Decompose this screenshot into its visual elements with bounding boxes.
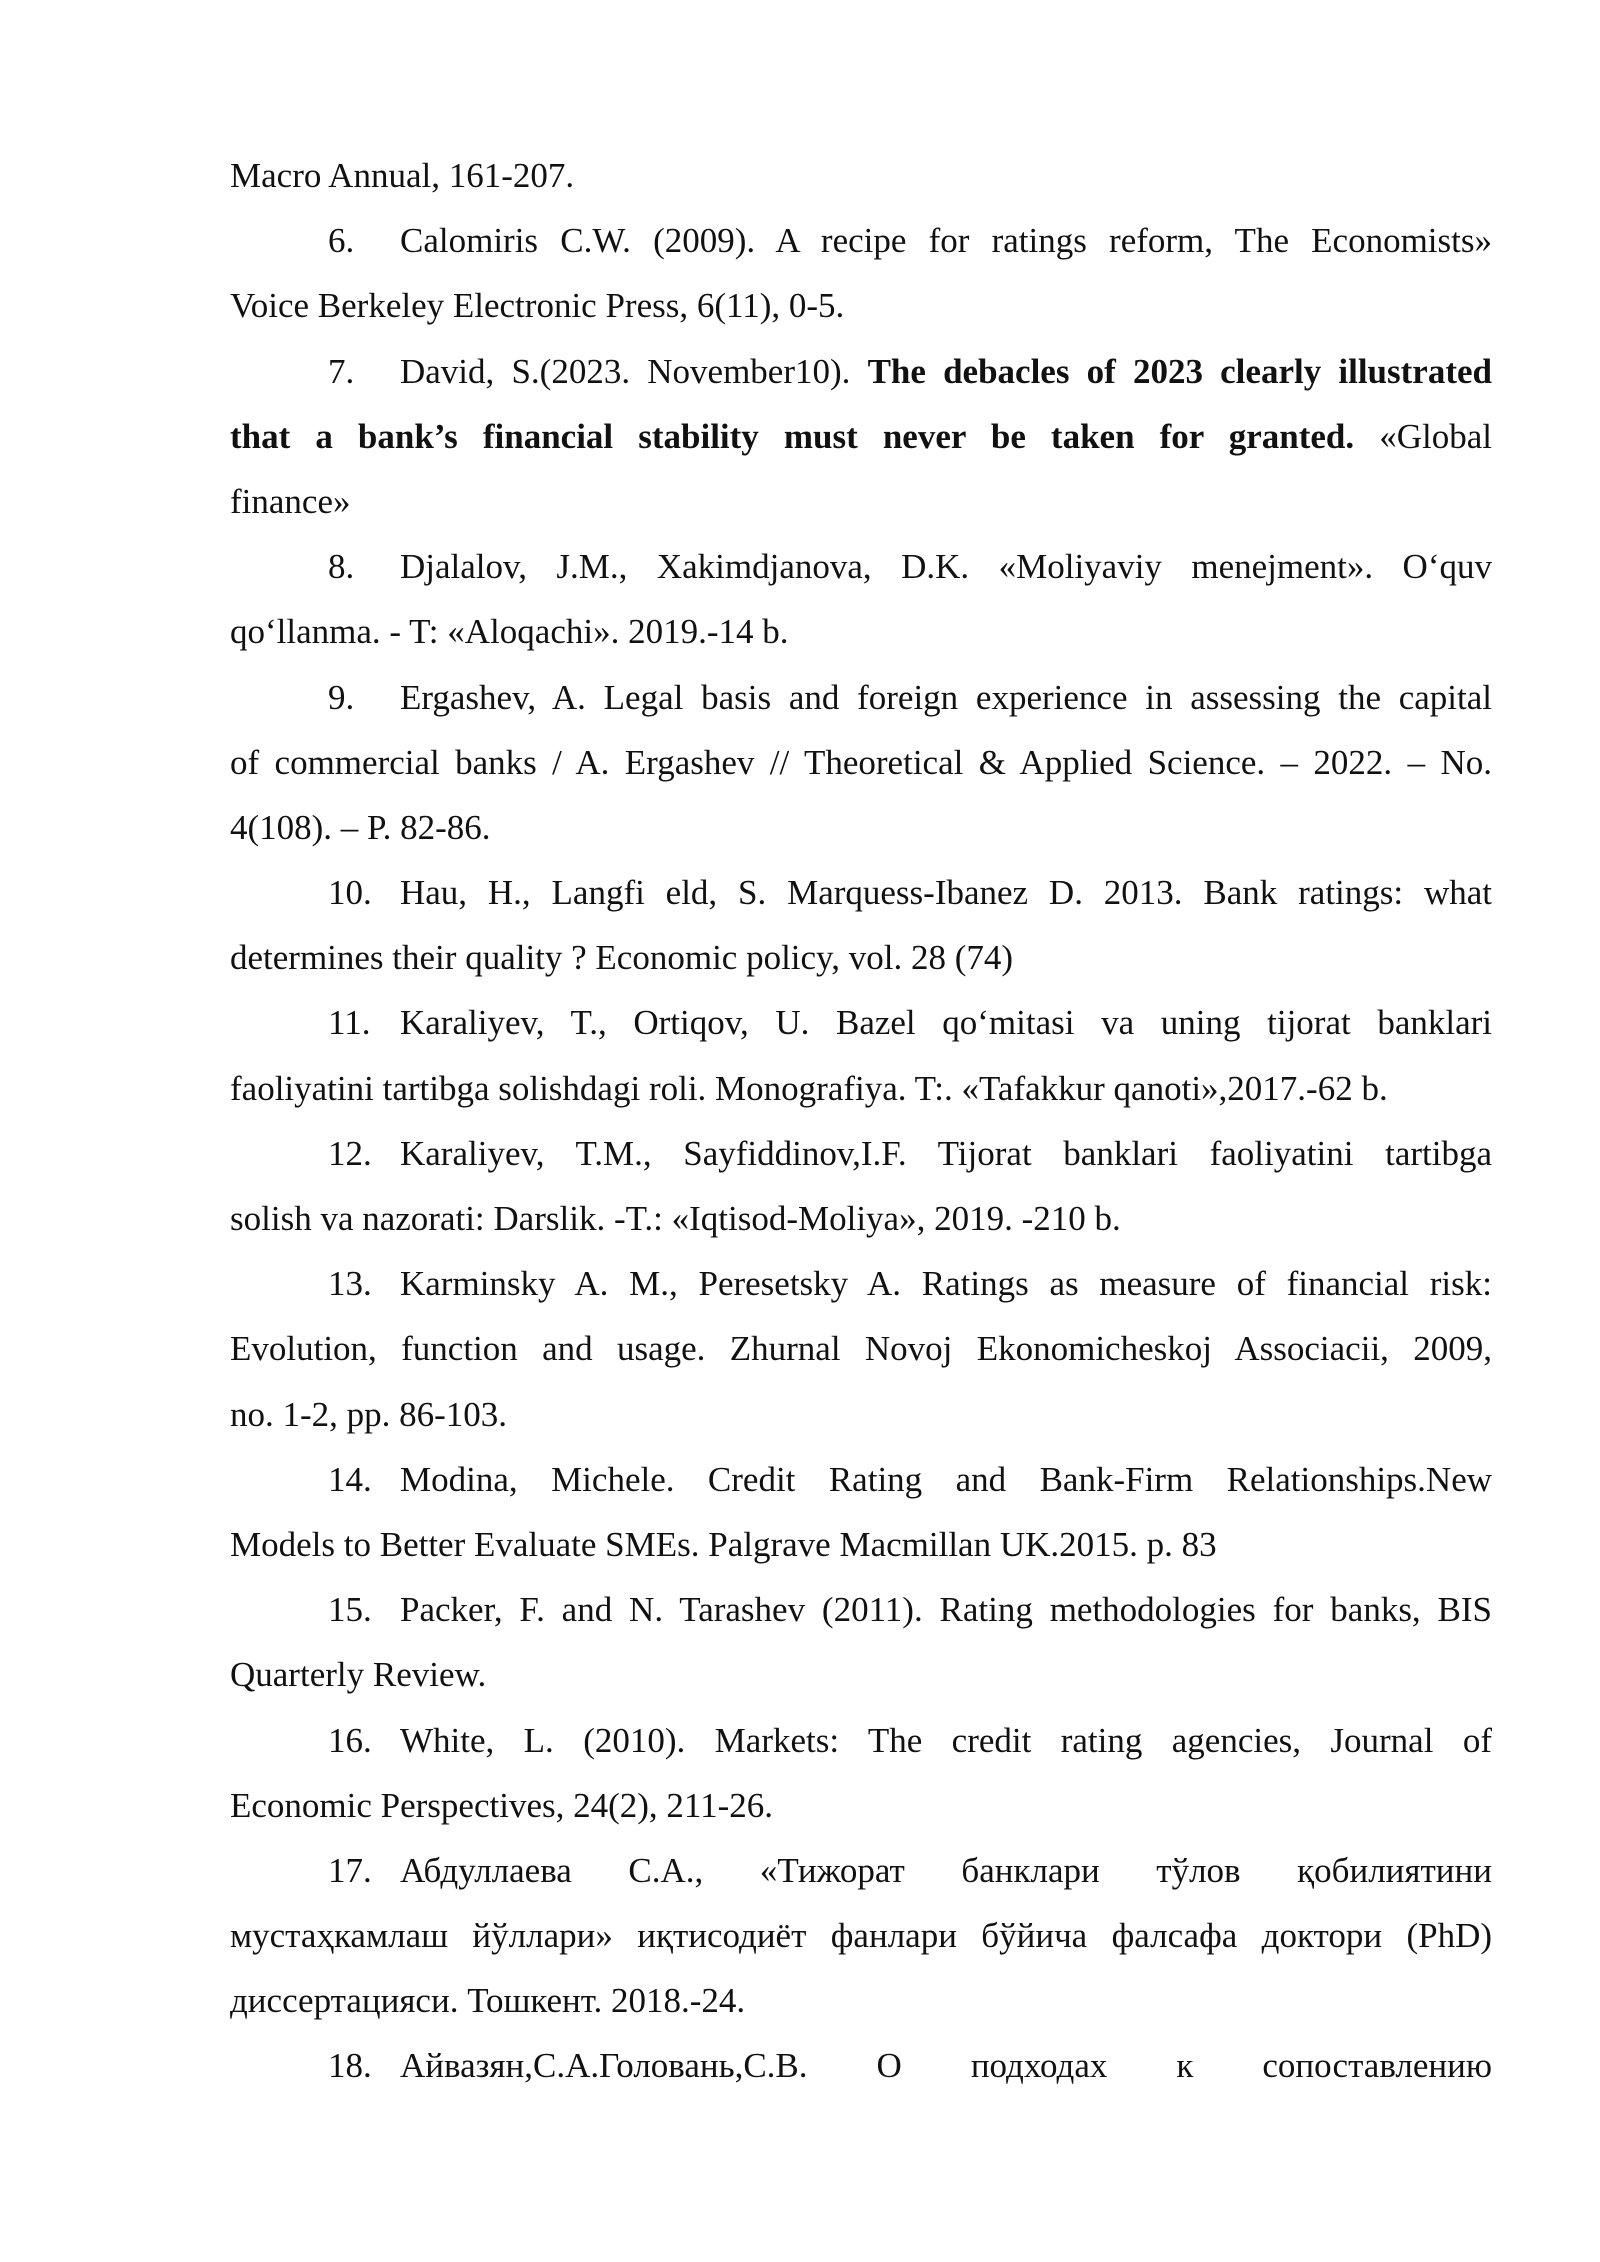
ref-15 — [230, 1577, 1492, 1707]
ref-text: finance» — [230, 481, 351, 521]
ref-text: David, S.(2023. November10). — [400, 351, 868, 391]
references-page — [230, 143, 1492, 2099]
ref-text: диссертацияси. Тошкент. 2018.-24. — [230, 1981, 746, 2021]
ref-9 — [230, 665, 1492, 861]
ref-17 — [230, 1838, 1492, 2034]
ref-16 — [230, 1708, 1492, 1838]
ref-number: 9. — [328, 677, 355, 717]
ref-text: qo‘llanma. - T: «Aloqachi». 2019.-14 b. — [230, 612, 789, 652]
ref-5-continuation: Macro Annual, 161-207. — [230, 156, 575, 195]
ref-bold-title: The debacles of 2023 clearly illustrated — [867, 351, 1492, 391]
ref-text: faoliyatini tartibga solishdagi roli. Monografiya. T:. «Tafakkur qanoti»,2017.-62 b. — [230, 1068, 1388, 1108]
ref-number: 15. — [328, 1590, 372, 1630]
ref-text: Modina, Michele. Credit Rating and Bank-Firm Relationships.New — [400, 1459, 1492, 1499]
ref-text: Djalalov, J.M., Xakimdjanova, D.K. «Moliyaviy menejment». O‘quv — [400, 547, 1492, 587]
ref-text: мустаҳкамлаш йўллари» иқтисодиёт фанлари бўйича фалсафа доктори (PhD) — [230, 1916, 1492, 1956]
ref-text: White, L. (2010). Markets: The credit rating agencies, Journal of — [400, 1720, 1492, 1760]
ref-text: Packer, F. and N. Tarashev (2011). Rating methodologies for banks, BIS — [400, 1590, 1492, 1630]
ref-text: Voice Berkeley Electronic Press, 6(11), 0-5. — [230, 286, 845, 326]
ref-text: Economic Perspectives, 24(2), 211-26. — [230, 1785, 774, 1825]
ref-number: 14. — [328, 1459, 372, 1499]
ref-number: 7. — [328, 351, 355, 391]
ref-10 — [230, 860, 1492, 990]
ref-number: 16. — [328, 1720, 372, 1760]
ref-text: Hau, H., Langfi eld, S. Marquess-Ibanez D. 2013. Bank ratings: what — [400, 873, 1492, 913]
ref-text: of commercial banks / A. Ergashev // Theoretical & Applied Science. – 2022. – No. — [230, 742, 1492, 782]
ref-11 — [230, 990, 1492, 1120]
ref-text: solish va nazorati: Darslik. -T.: «Iqtisod-Moliya», 2019. -210 b. — [230, 1199, 1121, 1238]
ref-18 — [230, 2033, 1492, 2098]
ref-number: 10. — [328, 873, 372, 913]
ref-text: Абдуллаева С.А., «Тижорат банклари тўлов қобилиятини — [400, 1850, 1492, 1890]
ref-text: Evolution, function and usage. Zhurnal Novoj Ekonomicheskoj Associacii, 2009, — [230, 1329, 1492, 1369]
ref-number: 17. — [328, 1850, 372, 1890]
ref-text: Calomiris C.W. (2009). A recipe for ratings reform, The Economists» — [400, 221, 1492, 261]
ref-text: Karminsky A. M., Peresetsky A. Ratings as measure of financial risk: — [400, 1264, 1492, 1304]
ref-13 — [230, 1251, 1492, 1447]
ref-text: Айвазян,С.А.Головань,С.В. О подходах к сопоставлению — [400, 2046, 1492, 2086]
ref-number: 13. — [328, 1264, 372, 1304]
ref-12 — [230, 1121, 1492, 1251]
ref-6 — [230, 208, 1492, 338]
ref-text: Quarterly Review. — [230, 1655, 487, 1695]
ref-number: 8. — [328, 547, 355, 587]
ref-bold-title: that a bank’s financial stability must never be taken for granted. — [230, 416, 1355, 456]
ref-text: «Global — [1354, 416, 1492, 456]
ref-number: 6. — [328, 221, 355, 261]
ref-text: Ergashev, A. Legal basis and foreign experience in assessing the capital — [400, 677, 1492, 717]
ref-7 — [230, 339, 1492, 535]
ref-text: no. 1-2, pp. 86-103. — [230, 1394, 508, 1434]
ref-14 — [230, 1447, 1492, 1577]
ref-text: Models to Better Evaluate SMEs. Palgrave Macmillan UK.2015. p. 83 — [230, 1524, 1217, 1564]
ref-8 — [230, 534, 1492, 664]
ref-text: Karaliyev, T.M., Sayfiddinov,I.F. Tijorat banklari faoliyatini tartibga — [400, 1133, 1492, 1173]
ref-number: 12. — [328, 1133, 372, 1173]
ref-text: 4(108). – P. 82-86. — [230, 807, 491, 847]
ref-number: 18. — [328, 2046, 372, 2086]
ref-number: 11. — [328, 1003, 371, 1043]
ref-text: Karaliyev, T., Ortiqov, U. Bazel qo‘mitasi va uning tijorat banklari — [400, 1003, 1492, 1043]
ref-text: determines their quality ? Economic policy, vol. 28 (74) — [230, 938, 1014, 978]
